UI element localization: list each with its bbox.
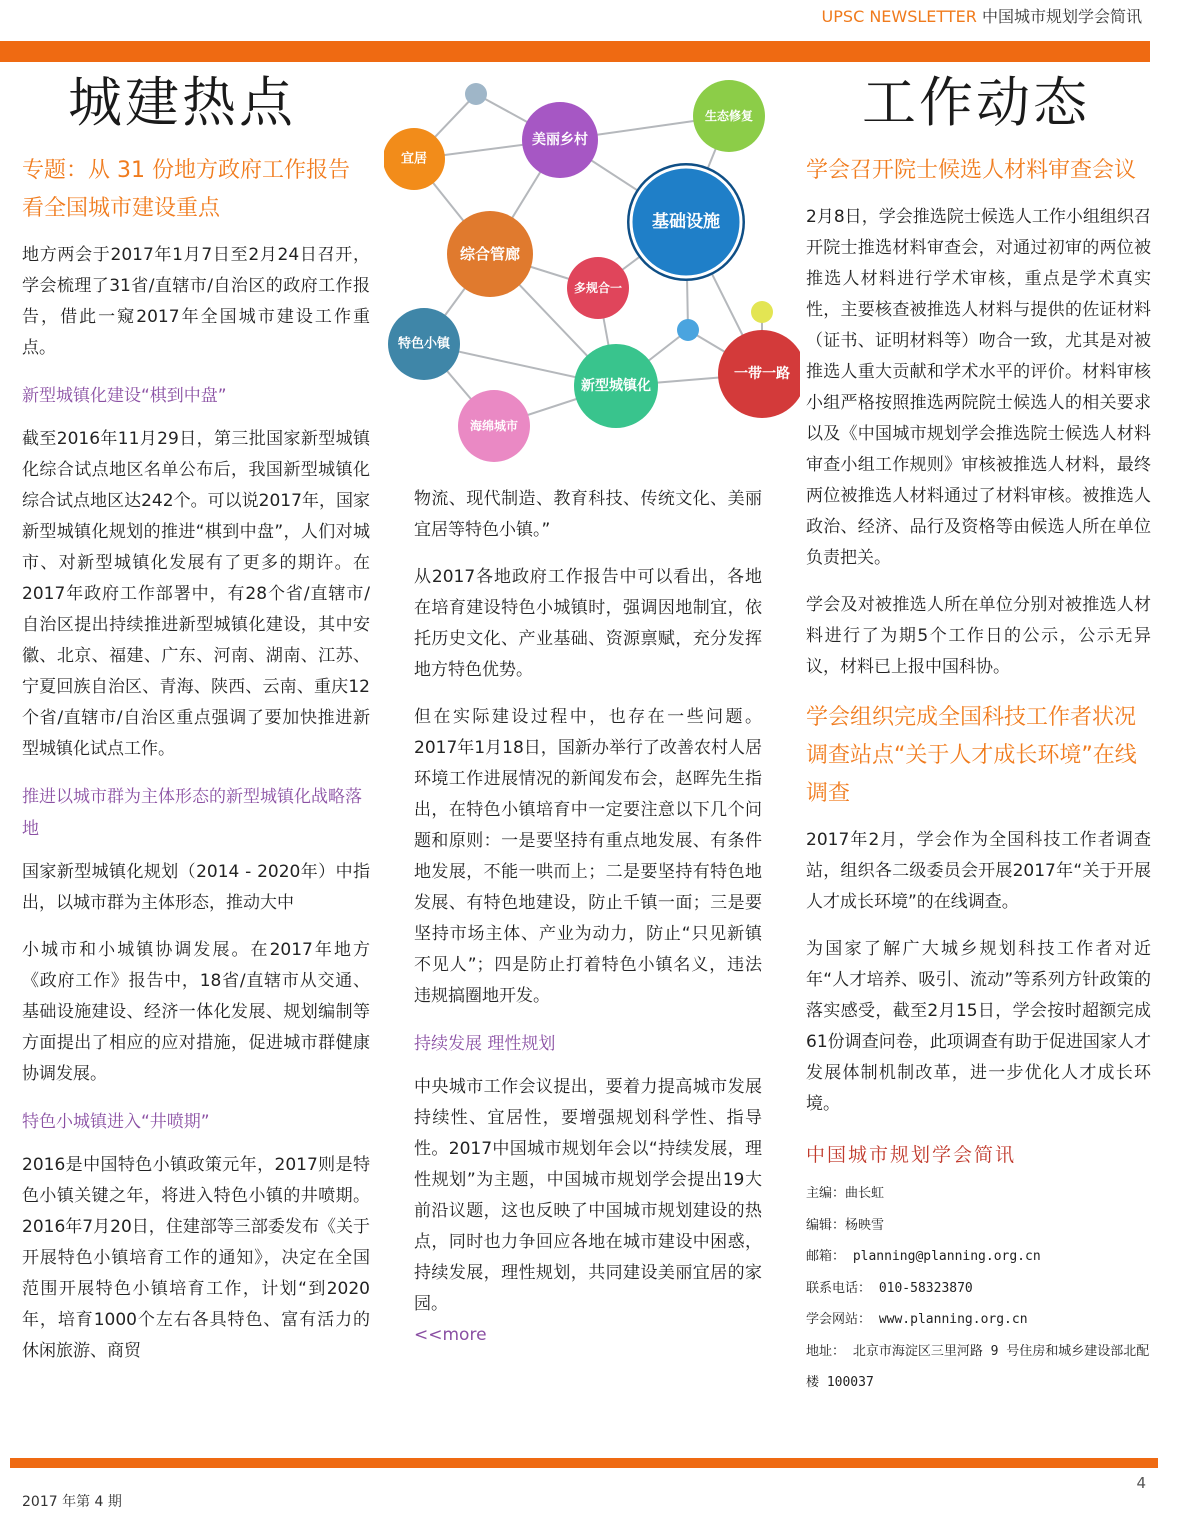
subheading-characteristic-towns: 特色小城镇进入“井喷期”: [22, 1112, 210, 1132]
diagram-node: [447, 211, 533, 297]
diagram-node: [693, 80, 765, 152]
diagram-node-label: 美丽乡村: [532, 132, 588, 148]
paragraph: 国家新型城镇化规划（2014 - 2020年）中指出，以城市群为主体形态，推动大中: [22, 862, 370, 913]
section-title-urban-hotspots: 城建热点: [68, 71, 296, 134]
diagram-node: [567, 257, 629, 319]
top-accent-bar: [0, 41, 1150, 62]
newsletter-subtitle: 中国城市规划学会简讯: [981, 7, 1142, 26]
bottom-accent-bar: [10, 1458, 1158, 1468]
paragraph: 2016是中国特色小镇政策元年，2017则是特色小镇关键之年，将进入特色小镇的井喷期。2016年7月20日，住建部等三部委发布《关于开展特色小镇培育工作的通知》，决定在全国范围开展特色小镇培育工作，计划“到2020年，培育1000个左右各具特色、富有活力的休闲旅游、商贸: [22, 1155, 370, 1361]
page-number: 4: [1136, 1474, 1146, 1492]
masthead: [806, 1138, 1151, 1399]
diagram-node: [384, 128, 445, 190]
paragraph: 但在实际建设过程中，也存在一些问题。2017年1月18日，国新办举行了改善农村人居环境工作进展情况的新闻发布会，赵晖先生指出，在特色小镇培育中一定要注意以下几个问题和原则：一是要坚持有重点地发展、有条件地发展，不能一哄而上；二是要坚持有特色地发展、有特色地建设，防止千镇一面；三是要坚持市场主体、产业为动力，防止“只见新镇不见人”；四是防止打着特色小镇名义，违法违规搞圈地开发。: [414, 707, 762, 1006]
keyword-network-diagram: [384, 74, 800, 472]
diagram-node: [574, 344, 658, 428]
masthead-website[interactable]: 学会网站： www.planning.org.cn: [806, 1312, 1028, 1327]
newsletter-brand: UPSC NEWSLETTER: [821, 7, 977, 26]
masthead-title: 中国城市规划学会简讯: [806, 1144, 1017, 1166]
paragraph: 从2017各地政府工作报告中可以看出，各地在培育建设特色小城镇时，强调因地制宜，依托历史文化、产业基础、资源禀赋，充分发挥地方特色优势。: [414, 567, 762, 680]
diagram-node: [522, 102, 598, 178]
diagram-node-label: 一带一路: [734, 366, 790, 382]
diagram-node: [627, 163, 745, 281]
subheading-sustainable-planning: 持续发展 理性规划: [414, 1034, 556, 1054]
masthead-editor-in-chief: 主编：曲长虹: [806, 1186, 885, 1201]
right-column: [806, 68, 1151, 1399]
masthead-editor: 编辑：杨映雪: [806, 1217, 885, 1233]
decor-dot: [465, 83, 487, 105]
paragraph: 2月8日，学会推选院士候选人工作小组组织召开院士推选材料审查会，对通过初审的两位被推选人材料进行学术审核，重点是学术真实性，主要核查被推选人材料与提供的佐证材料（证书、证明材料等）吻合一致，尤其是对被推选人重大贡献和学术水平的评价。材料审核小组严格按照推选两院院士候选人的相关要求以及《中国城市规划学会推选院士候选人材料审查小组工作规则》审核被推选人材料，最终两位被推选人材料通过了材料审核。被推选人政治、经济、品行及资格等由候选人所在单位负责把关。: [806, 207, 1151, 568]
diagram-node-label: 宜居: [400, 151, 428, 167]
paragraph: 中央城市工作会议提出，要着力提高城市发展持续性、宜居性，要增强规划科学性、指导性。2017中国城市规划年会以“持续发展，理性规划”为主题，中国城市规划学会提出19大前沿议题，这也反映了中国城市规划建设的热点，同时也力争回应各地在城市建设中困惑，持续发展，理性规划，共同建设美丽宜居的家园。: [414, 1077, 762, 1314]
article-title: 专题：从 31 份地方政府工作报告看全国城市建设重点: [22, 158, 350, 221]
diagram-node-label: 综合管廊: [459, 245, 521, 263]
diagram-node: [458, 390, 530, 462]
subheading-city-clusters: 推进以城市群为主体形态的新型城镇化战略落地: [22, 787, 362, 839]
diagram-node-label: 多规合一: [573, 281, 623, 295]
diagram-node-label: 基础设施: [652, 212, 720, 232]
paragraph: 学会及对被推选人所在单位分别对被推选人材料进行了为期5个工作日的公示，公示无异议，材料已上报中国科协。: [806, 595, 1151, 677]
section-title-work-updates: 工作动态: [862, 71, 1090, 134]
paragraph-continued: 物流、现代制造、教育科技、传统文化、美丽宜居等特色小镇。”: [414, 489, 762, 540]
middle-column: [414, 484, 762, 1351]
diagram-node-label: 海绵城市: [469, 419, 519, 433]
decor-dot: [677, 319, 699, 341]
left-column: [22, 68, 370, 1383]
diagram-node-label: 特色小镇: [397, 336, 451, 352]
paragraph: 为国家了解广大城乡规划科技工作者对近年“人才培养、吸引、流动”等系列方针政策的落实感受，截至2月15日，学会按时超额完成61份调查问卷，此项调查有助于促进国家人才发展体制机制改革，进一步优化人才成长环境。: [806, 939, 1151, 1114]
article-title-academician-review: 学会召开院士候选人材料审查会议: [806, 158, 1137, 183]
newsletter-header-label: [822, 4, 1142, 27]
intro-paragraph: 地方两会于2017年1月7日至2月24日召开，学会梳理了31省/直辖市/自治区的政府工作报告，借此一窥2017年全国城市建设工作重点。: [22, 245, 370, 358]
more-link[interactable]: <<more: [414, 1325, 487, 1345]
subheading-new-urbanization: 新型城镇化建设“棋到中盘”: [22, 386, 227, 406]
masthead-email[interactable]: 邮箱： planning@planning.org.cn: [806, 1249, 1041, 1264]
article-title-talent-survey: 学会组织完成全国科技工作者状况调查站点“关于人才成长环境”在线调查: [806, 705, 1137, 806]
decor-dot: [751, 301, 773, 323]
diagram-node-label: 生态修复: [704, 109, 754, 123]
masthead-address: 地址： 北京市海淀区三里河路 9 号住房和城乡建设部北配楼 100037: [806, 1343, 1150, 1390]
issue-number: 2017 年第 4 期: [22, 1494, 122, 1510]
paragraph: 小城市和小城镇协调发展。在2017年地方《政府工作》报告中，18省/直辖市从交通、基础设施建设、经济一体化发展、规划编制等方面提出了相应的应对措施，促进城市群健康协调发展。: [22, 940, 370, 1084]
paragraph: 2017年2月，学会作为全国科技工作者调查站，组织各二级委员会开展2017年“关于开展人才成长环境”的在线调查。: [806, 830, 1151, 912]
diagram-node: [718, 330, 800, 418]
diagram-node: [388, 308, 460, 380]
paragraph: 截至2016年11月29日，第三批国家新型城镇化综合试点地区名单公布后，我国新型城镇化综合试点地区达242个。可以说2017年，国家新型城镇化规划的推进“棋到中盘”，人们对城市、对新型城镇化发展有了更多的期许。在2017年政府工作部署中，有28个省/直辖市/自治区提出持续推进新型城镇化建设，其中安徽、北京、福建、广东、河南、湖南、江苏、宁夏回族自治区、青海、陕西、云南、重庆12个省/直辖市/自治区重点强调了要加快推进新型城镇化试点工作。: [22, 429, 370, 759]
network-nodes: [384, 80, 800, 462]
masthead-phone: 联系电话： 010-58323870: [806, 1280, 973, 1296]
diagram-node-label: 新型城镇化: [581, 378, 651, 394]
